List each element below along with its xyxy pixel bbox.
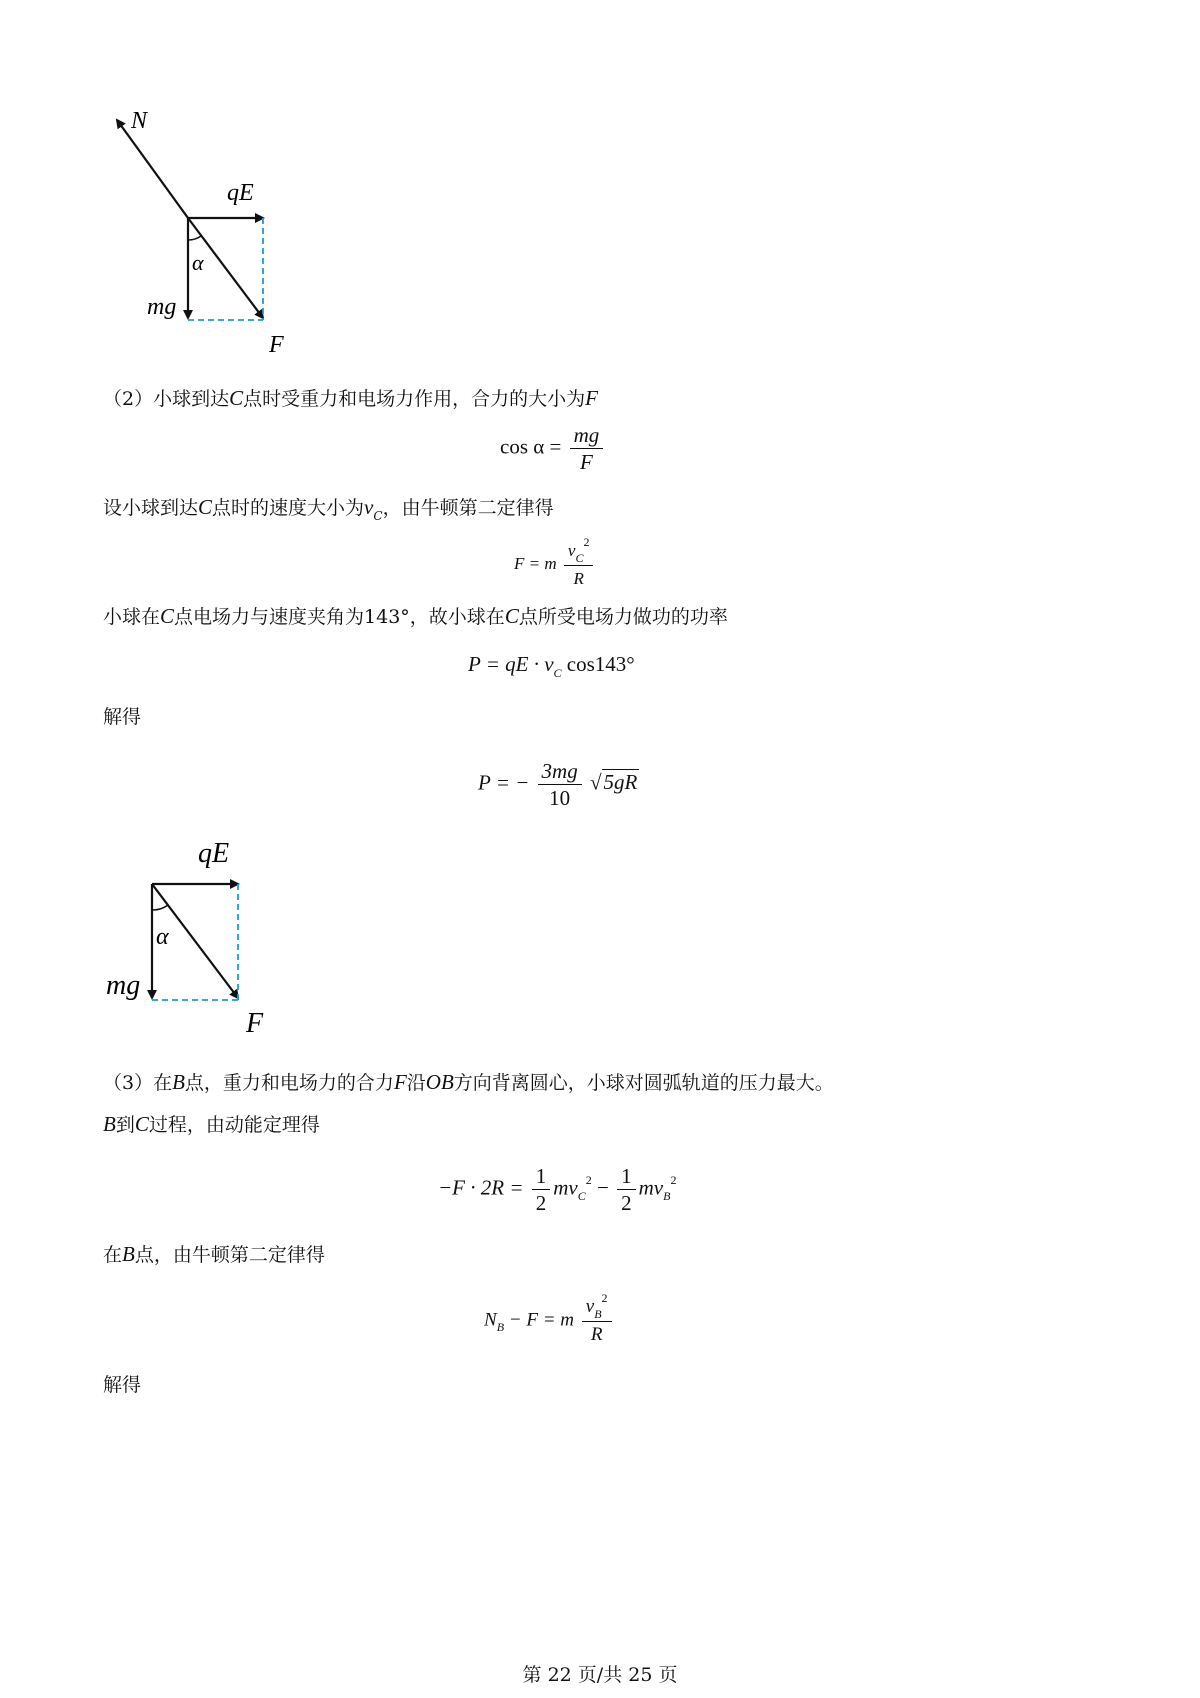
equation-newton-c: [514, 535, 596, 592]
text: 方向背离圆心，小球对圆弧轨道的压力最大。: [453, 1072, 834, 1094]
var-c: C: [229, 386, 244, 410]
text: 设小球到达: [103, 497, 199, 519]
eq-rhs: cos143°: [566, 652, 635, 676]
text: 在: [103, 1244, 123, 1266]
eq-den: R: [582, 1321, 612, 1348]
solve-label-1: 解得: [103, 706, 142, 728]
text: 点，重力和电场力的合力: [184, 1072, 394, 1094]
page-footer: 第 22 页/共 25 页: [522, 1664, 678, 1686]
var-f: F: [393, 1070, 407, 1094]
n-vector: [117, 120, 188, 218]
sub-c: C: [553, 666, 562, 680]
text: 沿: [406, 1072, 426, 1094]
label-qe: qE: [198, 838, 230, 869]
sub-b: B: [663, 1189, 671, 1204]
label-mg: mg: [106, 970, 141, 1001]
label-alpha: α: [192, 250, 204, 275]
sub-b: B: [594, 1307, 602, 1321]
sub-c: C: [577, 1189, 586, 1204]
eq-den: R: [564, 565, 594, 592]
var-c: C: [134, 1112, 149, 1136]
var-v: v: [567, 541, 576, 560]
var-c: C: [160, 604, 175, 628]
part3-line1: [103, 1070, 834, 1095]
var-c: C: [198, 495, 213, 519]
var-b: B: [122, 1242, 135, 1266]
eq-lhs: −F · 2R =: [438, 1175, 524, 1200]
text: 到: [115, 1114, 135, 1136]
text: 点时的速度大小为: [212, 497, 365, 519]
eq-num: mg: [573, 423, 600, 447]
sqrt-content: 5gR: [603, 770, 638, 795]
sup-2: 2: [670, 1173, 677, 1188]
eq-mid: − F = m: [508, 1309, 575, 1331]
label-f: F: [269, 332, 284, 358]
part2-intro: [103, 386, 598, 411]
eq-lhs: P = −: [478, 770, 530, 795]
var-c: C: [504, 604, 519, 628]
var-mv: mv: [553, 1175, 578, 1200]
eq-lhs: F = m: [514, 553, 557, 573]
text: （3）在: [103, 1072, 173, 1094]
sub-c: C: [575, 551, 584, 565]
var-b: B: [103, 1112, 116, 1136]
text: 点所受电场力做功的功率: [518, 606, 728, 628]
part2-line3: [103, 604, 728, 629]
sub-b: B: [496, 1320, 505, 1335]
eq-lhs: cos α =: [500, 434, 562, 459]
part3-line3: [103, 1242, 325, 1267]
alpha-arc: [188, 236, 201, 240]
var-b: B: [172, 1070, 185, 1094]
var-ob: OB: [425, 1070, 454, 1094]
sup-2: 2: [585, 1173, 592, 1188]
var-f: F: [585, 386, 598, 410]
sup-2: 2: [601, 1291, 608, 1305]
alpha-arc: [152, 905, 168, 910]
label-qe: qE: [227, 180, 254, 206]
eq-den: F: [570, 448, 604, 475]
eq-num: 3mg: [541, 759, 578, 783]
text: 小球在: [103, 606, 161, 628]
part3-line2: [103, 1112, 320, 1137]
equation-power: [468, 652, 635, 680]
force-diagram-1: [95, 100, 315, 360]
solve-label-2: 解得: [103, 1374, 142, 1396]
label-mg: mg: [147, 294, 177, 320]
sub-c: C: [373, 509, 383, 523]
text: ，由牛顿第二定律得: [382, 497, 554, 519]
equation-cos-alpha: [500, 422, 606, 475]
eq-num: 1: [621, 1164, 632, 1188]
eq-den: 10: [538, 784, 582, 811]
var-n: N: [484, 1309, 497, 1331]
label-f: F: [246, 1008, 264, 1039]
text: （2）小球到达: [103, 388, 230, 410]
sup-2: 2: [583, 535, 590, 549]
equation-newton-b: [484, 1291, 615, 1348]
force-diagram-2: [100, 830, 300, 1040]
equation-kinetic-energy: [438, 1163, 676, 1216]
minus: −: [597, 1175, 609, 1200]
text: 过程，由动能定理得: [148, 1114, 320, 1136]
text: 点电场力与速度夹角为143°，故小球在: [174, 606, 505, 628]
label-n: N: [131, 108, 148, 134]
eq-den: 2: [617, 1189, 636, 1216]
equation-power-result: [478, 758, 639, 811]
text: 点，由牛顿第二定律得: [134, 1244, 325, 1266]
eq-num: 1: [535, 1164, 547, 1188]
text: 点时受重力和电场力作用，合力的大小为: [243, 388, 586, 410]
label-alpha: α: [156, 924, 169, 950]
sqrt-sign: √: [589, 770, 602, 795]
var-v: v: [585, 1296, 595, 1317]
eq-den: 2: [532, 1189, 551, 1216]
part2-line2: [103, 495, 554, 522]
eq-lhs: P = qE · v: [468, 652, 554, 676]
var-mv: mv: [638, 1175, 664, 1200]
var-v: v: [364, 495, 374, 519]
